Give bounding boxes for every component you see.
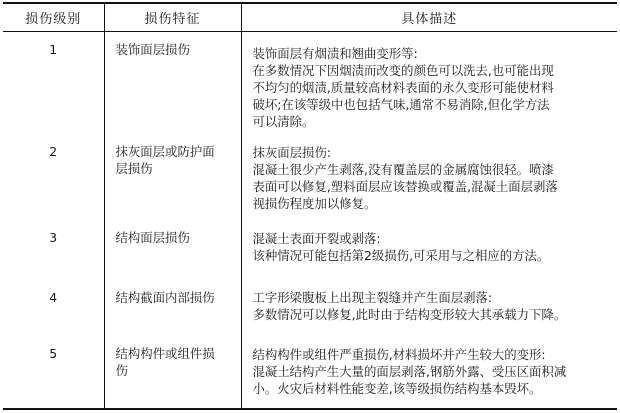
- damage-feature-text: 抹灰面层或防护面: [115, 143, 215, 159]
- table-row: [3, 139, 617, 225]
- table-row: [3, 32, 617, 139]
- damage-level-number: 3: [49, 229, 58, 245]
- description-line: 小。火灾后材料性能变差,该等级损伤结构基本毁坏。: [252, 380, 542, 396]
- damage-feature-text: 伤: [115, 362, 128, 378]
- damage-feature-text: 结构构件或组件损: [115, 345, 215, 361]
- damage-feature-text: 结构截面内部损伤: [115, 289, 215, 305]
- description-line: 在多数情况下因烟渍而改变的颜色可以洗去,也可能出现: [252, 63, 554, 78]
- description-line: 不均匀的烟渍,质量较高材料表面的永久变形可能使材料: [252, 80, 554, 95]
- damage-feature-text: 装饰面层损伤: [115, 42, 190, 57]
- description-line: 破坏;在该等级中也包括气味,通常不易消除,但化学方法: [252, 97, 550, 112]
- damage-level-table: [3, 2, 617, 410]
- damage-level-number: 5: [49, 345, 58, 361]
- header-damage-level: 损伤级别: [3, 3, 104, 32]
- table-row: [3, 225, 617, 285]
- table-body: [3, 32, 617, 409]
- damage-feature-text: 结构面层损伤: [115, 229, 190, 245]
- description-line: 可以清除。: [252, 114, 315, 129]
- damage-feature-text: 层损伤: [115, 160, 153, 176]
- description-line: 工字形梁腹板上出现主裂缝并产生面层剥落:: [252, 289, 493, 305]
- description-line: 该种情况可能包括第2级损伤,可采用与之相应的方法。: [252, 247, 550, 263]
- description-line: 视损伤程度加以修复。: [252, 195, 377, 211]
- damage-level-number: 1: [49, 42, 58, 57]
- header-damage-feature: 损伤特征: [104, 3, 241, 32]
- description-line: 表面可以修复,塑料面层应该替换或覆盖,混凝土面层剥落: [252, 178, 558, 194]
- table-row: [3, 285, 617, 341]
- damage-level-number: 4: [49, 289, 58, 305]
- description-line: 多数情况可以修复,此时由于结构变形较大其承载力下降。: [252, 306, 567, 322]
- description-line: 装饰面层有烟渍和翘曲变形等:: [252, 46, 418, 61]
- description-line: 抹灰面层损伤:: [252, 144, 332, 160]
- description-line: 混凝土结构产生大量的面层剥落,钢筋外露、受压区面积减: [252, 363, 567, 379]
- table-row: [3, 341, 617, 409]
- table-header-row: [3, 3, 617, 32]
- description-line: 混凝土很少产生剥落,没有覆盖层的金属腐蚀很轻。喷漆: [252, 161, 554, 177]
- description-line: 结构构件或组件严重损伤,材料损坏并产生较大的变形:: [252, 346, 546, 362]
- damage-level-number: 2: [49, 143, 58, 159]
- header-description: 具体描述: [241, 3, 617, 32]
- description-line: 混凝土表面开裂或剥落:: [252, 230, 381, 246]
